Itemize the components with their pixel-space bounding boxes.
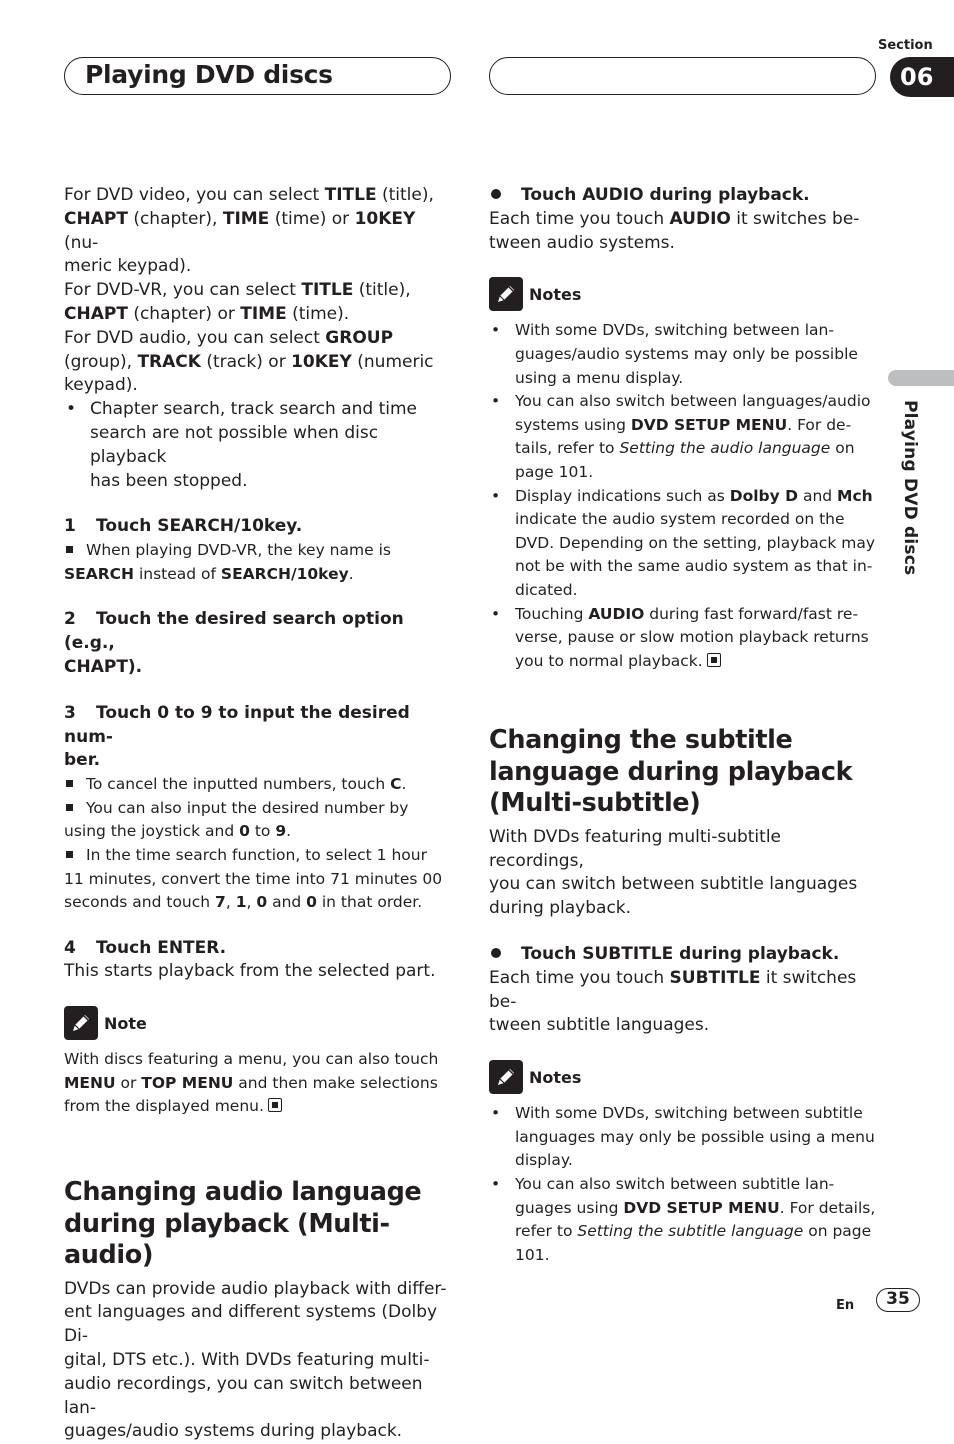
list-item: • You can also switch between subtitle lan- guages using DVD SETUP MENU. For details, refer to Setting the subtitle language on page 101.: [491, 1174, 876, 1264]
pencil-icon: [64, 1006, 98, 1040]
page-number: 35: [876, 1288, 920, 1312]
note-body: With discs featuring a menu, you can also touch MENU or TOP MENU and then make selections from the displayed menu.: [64, 1050, 439, 1116]
pencil-icon: [489, 1060, 523, 1094]
audio-body: DVDs can provide audio playback with differ- ent languages and different systems (Dolby Di- gital, DTS etc.). With DVDs featuring multi- audio recordings, you can switch between lan- guages/audio systems during playback.: [64, 1278, 447, 1442]
section-number-badge: 06: [890, 57, 954, 97]
side-thumb-tab: [888, 370, 954, 386]
notes-heading: Notes: [489, 277, 879, 311]
step-3-heading: 3 Touch 0 to 9 to input the desired num- ber.: [64, 702, 410, 771]
list-item: • You can also switch between languages/audio systems using DVD SETUP MENU. For de- tails, refer to Setting the audio language on page 101.: [491, 392, 871, 481]
header-empty-pill: [489, 57, 876, 95]
pencil-icon: [489, 277, 523, 311]
side-tab-label: Playing DVD discs: [900, 400, 920, 576]
left-column: [64, 184, 454, 1444]
end-mark-icon: [268, 1098, 282, 1112]
right-column: [489, 184, 879, 1267]
list-item: • With some DVDs, switching between lan- guages/audio systems may only be possible using a menu display.: [491, 321, 858, 387]
section-label: Section: [878, 38, 933, 53]
subtitle-step-desc: Each time you touch SUBTITLE it switches be- tween subtitle languages.: [489, 967, 857, 1036]
step-1-heading: 1 Touch SEARCH/10key.: [64, 516, 303, 537]
notes-audio-list: [489, 319, 879, 673]
page-title: Playing DVD discs: [85, 60, 333, 89]
audio-step-heading: Touch AUDIO during playback.: [489, 184, 879, 208]
section-heading-subtitle: Changing the subtitle language during playback (Multi-subtitle): [489, 725, 853, 819]
step-3-notes: To cancel the inputted numbers, touch C. You can also input the desired number by using the joystick and 0 to 9. In the time search function, to select 1 hour 11 minutes, convert the time into 71 minutes 00 seconds and touch 7, 1, 0 and 0 in that order.: [64, 775, 443, 912]
step-4-description: This starts playback from the selected part.: [64, 961, 436, 982]
step-2-heading: 2 Touch the desired search option (e.g., CHAPT).: [64, 609, 404, 677]
list-item: • Touching AUDIO during fast forward/fast re- verse, pause or slow motion playback returns you to normal playback.: [491, 604, 869, 670]
list-item: • Display indications such as Dolby D and Mch indicate the audio system recorded on the DVD. Depending on the setting, playback may not be with the same audio system as that in- dicated.: [491, 486, 875, 599]
notes-heading: Notes: [489, 1060, 879, 1094]
header-title-pill: [64, 57, 451, 95]
intro-paragraph: For DVD video, you can select TITLE (title), CHAPT (chapter), TIME (time) or 10KEY (nu- meric keypad). For DVD-VR, you can select TITLE (title), CHAPT (chapter) or TIME (time). For DVD audio, you can select GROUP (group), TRACK (track) or 10KEY (numeric keypad). • Chapter search, track search and time search are not possible when disc playback has been stopped.: [64, 184, 454, 493]
bullet-disc-icon: [491, 189, 501, 199]
end-mark-icon: [707, 653, 721, 667]
note-heading: Note: [64, 1006, 454, 1040]
step-1-note: When playing DVD-VR, the key name is SEARCH instead of SEARCH/10key.: [64, 541, 391, 583]
notes-subtitle-list: [489, 1102, 879, 1267]
list-item: • Chapter search, track search and time search are not possible when disc playback has been stopped.: [66, 399, 417, 491]
step-4-heading: 4 Touch ENTER.: [64, 937, 227, 958]
audio-step-desc: Each time you touch AUDIO it switches be- tween audio systems.: [489, 208, 860, 253]
subtitle-body: With DVDs featuring multi-subtitle recordings, you can switch between subtitle languages during playback.: [489, 826, 858, 919]
footer-language: En: [836, 1298, 855, 1313]
bullet-disc-icon: [491, 948, 501, 958]
list-item: • With some DVDs, switching between subtitle languages may only be possible using a menu display.: [491, 1104, 875, 1170]
subtitle-step-heading: Touch SUBTITLE during playback.: [489, 943, 879, 967]
section-heading-audio: Changing audio language during playback (Multi-audio): [64, 1177, 422, 1271]
